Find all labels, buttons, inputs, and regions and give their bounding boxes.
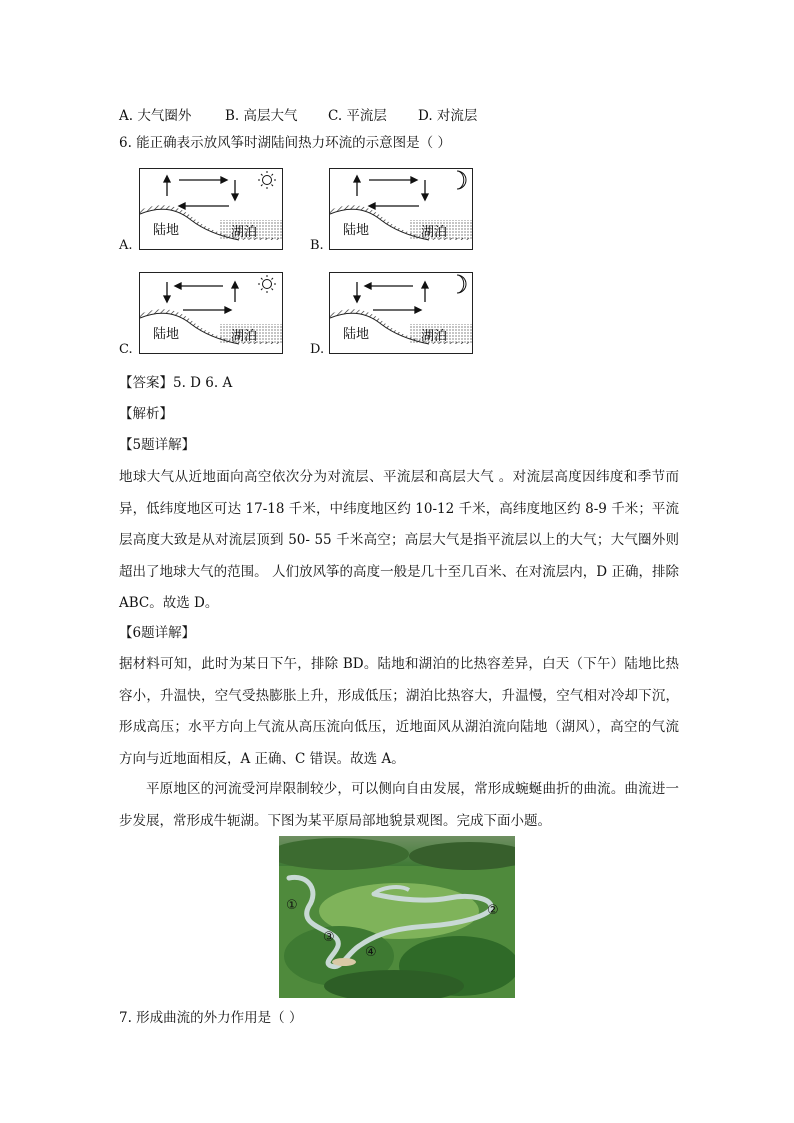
lake-label: 湖泊 bbox=[231, 225, 258, 240]
marker-3: ③ bbox=[323, 930, 335, 945]
q5-option-d: D. 对流层 bbox=[418, 108, 478, 124]
q6-detail-text: 据材料可知，此时为某日下午，排除 BD。陆地和湖泊的比热容差异，白天（下午）陆地比热容小，升温快，空气受热膨胀上升，形成低压；湖泊比热容大，升温慢，空气相对冷却下沉，形成高压；水平方向上气流从高压流向低压，近地面风从湖泊流向陆地（湖风），高空的气流方向与近地面相反，A 正确、C 错误。故选 A。 bbox=[119, 656, 679, 767]
marker-2: ② bbox=[487, 903, 499, 918]
land-label: 陆地 bbox=[343, 327, 370, 342]
diagram-b-letter: B. bbox=[310, 238, 324, 253]
lake-label: 湖泊 bbox=[421, 329, 448, 344]
land-label: 陆地 bbox=[343, 223, 370, 238]
marker-1: ① bbox=[286, 898, 298, 913]
diagram-a-letter: A. bbox=[119, 238, 133, 253]
q6-stem: 6. 能正确表示放风筝时湖陆间热力环流的示意图是（ ） bbox=[119, 135, 451, 151]
q5-option-c: C. 平流层 bbox=[328, 108, 387, 124]
marker-4: ④ bbox=[365, 945, 377, 960]
q5-option-b: B. 高层大气 bbox=[225, 108, 298, 124]
q5-detail-text: 地球大气从近地面向高空依次分为对流层、平流层和高层大气 。对流层高度因纬度和季节而异，低纬度地区可达 17-18 千米，中纬度地区约 10-12 千米，高纬度地区约 8-9 千米；平流层高度大致是从对流层顶到 50- 55 千米高空；高层大气是指平流层以上的大气；大气圈外则超出了地球大气的范围。 人们放风筝的高度一般是几十至几百米、在对流层内，D 正确，排除 ABC。故选 D。 bbox=[119, 469, 679, 611]
land-label: 陆地 bbox=[153, 327, 180, 342]
material-text: 平原地区的河流受河岸限制较少，可以侧向自由发展，常形成蜿蜒曲折的曲流。曲流进一步发展，常形成牛轭湖。下图为某平原局部地貌景观图。完成下面小题。 bbox=[119, 781, 679, 829]
q5-option-a: A. 大气圈外 bbox=[119, 108, 192, 124]
q5-detail-label: 【5题详解】 bbox=[119, 437, 196, 453]
diagram-d-letter: D. bbox=[310, 342, 325, 357]
diagram-c bbox=[139, 272, 283, 354]
lake-label: 湖泊 bbox=[231, 329, 258, 344]
meander-photo bbox=[279, 836, 515, 998]
q6-detail-label: 【6题详解】 bbox=[119, 625, 196, 641]
diagram-a bbox=[139, 168, 283, 250]
diagram-c-letter: C. bbox=[119, 342, 133, 357]
analysis-label: 【解析】 bbox=[119, 406, 173, 422]
diagram-d bbox=[329, 272, 473, 354]
q7-stem: 7. 形成曲流的外力作用是（ ） bbox=[119, 1010, 303, 1026]
answer-line: 【答案】5. D 6. A bbox=[119, 375, 233, 391]
land-label: 陆地 bbox=[153, 223, 180, 238]
lake-label: 湖泊 bbox=[421, 225, 448, 240]
diagram-b bbox=[329, 168, 473, 250]
